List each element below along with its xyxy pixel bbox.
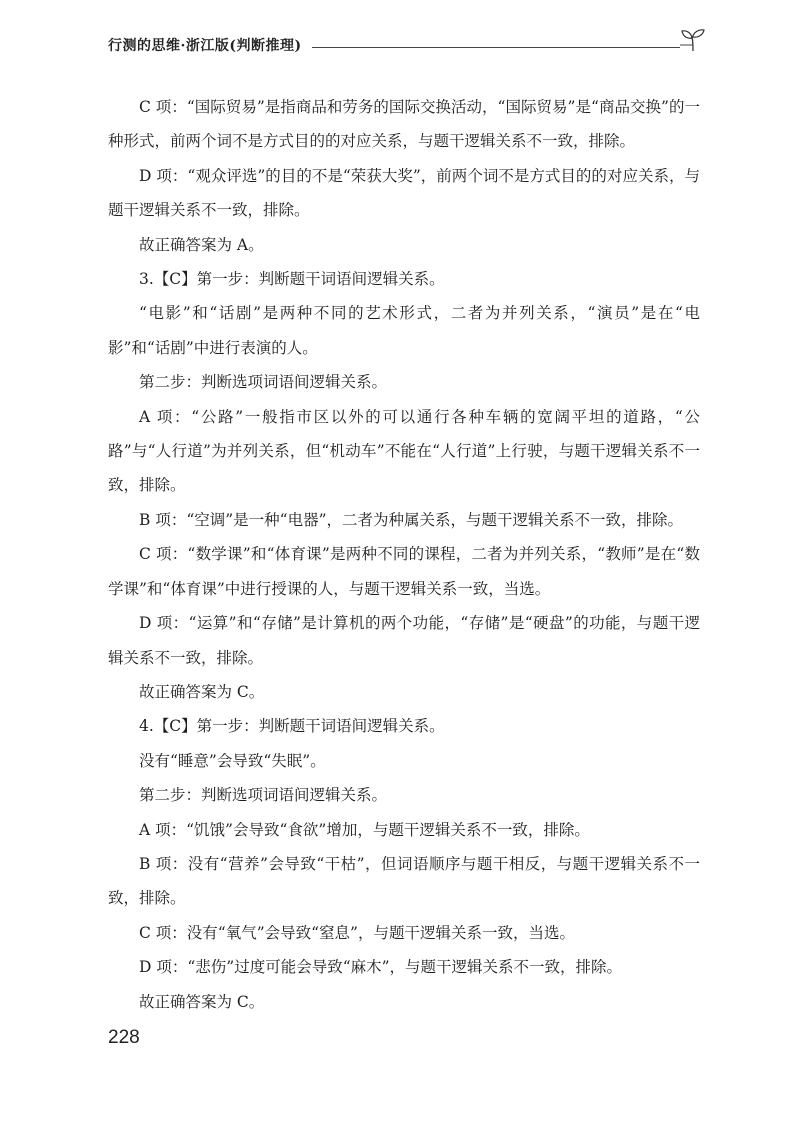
paragraph: D 项：“观众评选”的目的不是“荣获大奖”，前两个词不是方式目的的对应关系，与题干逻辑关系不一致，排除。 (108, 166, 700, 220)
paragraph: D 项：“运算”和“存储”是计算机的两个功能，“存储”是“硬盘”的功能，与题干逻辑关系不一致，排除。 (108, 614, 700, 667)
header-rule (312, 47, 680, 48)
paragraph: B 项：没有“营养”会导致“干枯”，但词语顺序与题干相反，与题干逻辑关系不一致，排除。 (108, 854, 700, 908)
paragraph: 没有“睡意”会导致“失眠”。 (139, 751, 326, 770)
paragraph: A 项：“公路”一般指市区以外的可以通行各种车辆的宽阔平坦的道路，“公路”与“人行道”为并列关系，但“机动车”不能在“人行道”上行驶，与题干逻辑关系不一致，排除。 (108, 407, 700, 495)
paragraph: 故正确答案为 C。 (139, 682, 265, 701)
page-body (108, 90, 700, 1019)
paragraph: “电影”和“话剧”是两种不同的艺术形式，二者为并列关系，“演员”是在“电影”和“话剧”中进行表演的人。 (108, 304, 700, 357)
running-head (108, 32, 706, 60)
paragraph: 故正确答案为 A。 (139, 235, 264, 254)
paragraph: 第二步：判断选项词语间逻辑关系。 (139, 373, 388, 392)
paragraph: 故正确答案为 C。 (139, 992, 265, 1011)
paragraph: 3.【C】第一步：判断题干词语间逻辑关系。 (139, 270, 445, 289)
sprout-icon (680, 26, 706, 52)
paragraph: A 项：“饥饿”会导致“食欲”增加，与题干逻辑关系不一致，排除。 (139, 820, 590, 839)
paragraph: B 项：“空调”是一种“电器”，二者为种属关系，与题干逻辑关系不一致，排除。 (139, 510, 684, 529)
book-title: 行测的思维·浙江版(判断推理) (108, 38, 302, 54)
paragraph: 第二步：判断选项词语间逻辑关系。 (139, 786, 388, 805)
paragraph: C 项：没有“氧气”会导致“窒息”，与题干逻辑关系一致，当选。 (139, 923, 575, 942)
paragraph: 4.【C】第一步：判断题干词语间逻辑关系。 (139, 717, 445, 736)
paragraph: C 项：“数学课”和“体育课”是两种不同的课程，二者为并列关系，“教师”是在“数学课”和“体育课”中进行授课的人，与题干逻辑关系一致，当选。 (108, 545, 700, 598)
page-number: 228 (108, 1027, 140, 1048)
paragraph: D 项：“悲伤”过度可能会导致“麻木”，与题干逻辑关系不一致，排除。 (139, 958, 623, 977)
paragraph: C 项：“国际贸易”是指商品和劳务的国际交换活动，“国际贸易”是“商品交换”的一种形式，前两个词不是方式目的的对应关系，与题干逻辑关系不一致，排除。 (108, 98, 700, 151)
